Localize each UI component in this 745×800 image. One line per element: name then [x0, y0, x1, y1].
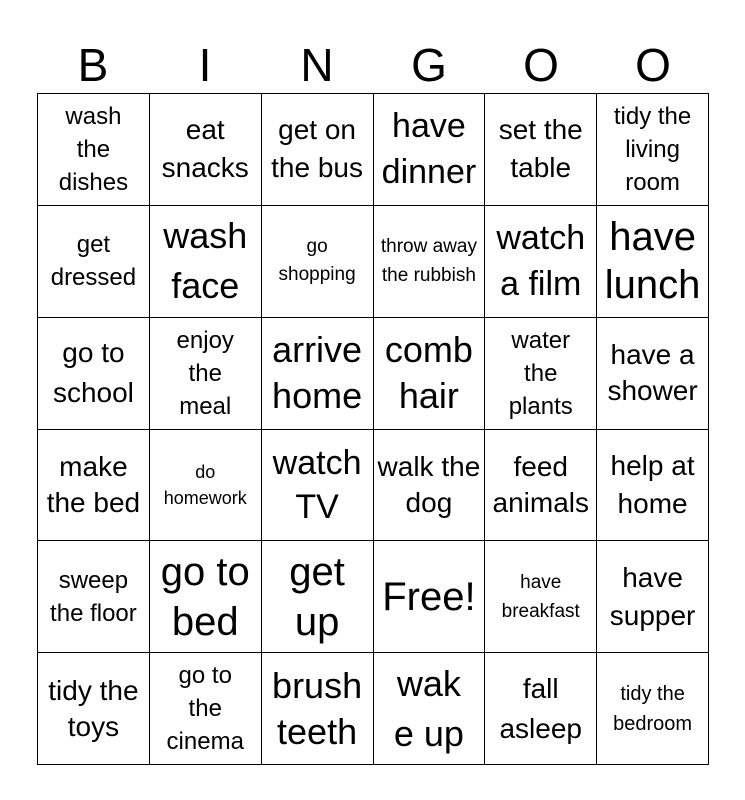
cell-text: do homework [163, 461, 247, 508]
cell-text: set the table [498, 114, 583, 184]
cell-text: make the bed [46, 450, 141, 518]
cell-text: sweep the floor [50, 566, 137, 627]
bingo-cell[interactable] [597, 318, 709, 430]
bingo-cell[interactable] [38, 318, 150, 430]
bingo-cell[interactable] [374, 653, 486, 765]
cell-text: help at home [610, 449, 695, 519]
cell-text: tidy the bedroom [613, 682, 693, 735]
header-letter-o: O [523, 39, 559, 91]
bingo-cell[interactable] [485, 206, 597, 318]
bingo-cell[interactable] [597, 541, 709, 653]
header-letter-i: I [198, 39, 212, 91]
cell-text: get dressed [50, 231, 137, 292]
cell-text: get on the bus [271, 114, 363, 184]
cell-text: tidy the toys [48, 674, 139, 742]
cell-text: go shopping [278, 236, 356, 286]
cell-text: arrive home [272, 329, 363, 417]
bingo-cell[interactable] [374, 206, 486, 318]
cell-text: wake up [393, 662, 464, 754]
bingo-cell[interactable] [374, 318, 486, 430]
cell-text: water the plants [508, 326, 573, 420]
cell-text: go to bed [160, 549, 250, 644]
free-space-text: Free! [382, 574, 476, 619]
bingo-cell[interactable] [597, 206, 709, 318]
header-letter-n: N [300, 39, 334, 91]
cell-text: go to the cinema [166, 662, 244, 756]
cell-text: get up [289, 549, 345, 644]
bingo-cell[interactable] [597, 430, 709, 542]
cell-text: eat snacks [161, 114, 249, 184]
header-letter-o-2: O [635, 39, 671, 91]
cell-text: wash the dishes [58, 102, 129, 196]
cell-text: go to school [52, 337, 134, 409]
bingo-card-grid [37, 93, 709, 765]
bingo-cell[interactable] [38, 653, 150, 765]
cell-text: watch TV [272, 443, 362, 526]
bingo-cell[interactable] [597, 653, 709, 765]
cell-text: feed animals [492, 450, 589, 518]
bingo-cell[interactable] [374, 94, 486, 206]
bingo-cell[interactable] [485, 541, 597, 653]
bingo-cell[interactable] [262, 94, 374, 206]
bingo-cell[interactable] [262, 653, 374, 765]
bingo-cell[interactable] [150, 541, 262, 653]
bingo-cell[interactable] [262, 541, 374, 653]
bingo-cell[interactable] [150, 653, 262, 765]
cell-text: have supper [609, 561, 696, 631]
cell-text: fall asleep [499, 672, 582, 744]
bingo-cell[interactable] [38, 94, 150, 206]
cell-text: enjoy the meal [176, 326, 234, 420]
cell-text: watch a film [496, 219, 586, 304]
cell-text: brush teeth [272, 664, 363, 752]
bingo-cell[interactable] [150, 206, 262, 318]
bingo-cell[interactable] [38, 430, 150, 542]
bingo-cell[interactable] [597, 94, 709, 206]
bingo-cell[interactable] [485, 318, 597, 430]
cell-text: have a shower [607, 339, 698, 407]
header-letter-b: B [77, 39, 109, 91]
cell-text: comb hair [384, 329, 473, 417]
bingo-cell[interactable] [374, 430, 486, 542]
bingo-cell[interactable] [38, 206, 150, 318]
cell-text: walk the dog [377, 450, 481, 518]
cell-text: tidy the living room [613, 102, 692, 196]
bingo-cell[interactable] [485, 653, 597, 765]
header-letter-g: G [411, 39, 447, 91]
bingo-cell[interactable] [262, 206, 374, 318]
bingo-cell[interactable] [38, 541, 150, 653]
bingo-cell[interactable] [150, 318, 262, 430]
cell-text: have lunch [604, 215, 701, 308]
bingo-cell[interactable] [150, 94, 262, 206]
cell-text: wash face [163, 215, 248, 307]
cell-text: have breakfast [501, 571, 580, 622]
bingo-cell[interactable] [485, 94, 597, 206]
bingo-cell[interactable] [262, 318, 374, 430]
bingo-cell[interactable] [150, 430, 262, 542]
cell-text: have dinner [381, 107, 477, 192]
cell-text: throw away the rubbish [380, 236, 477, 287]
bingo-header [37, 36, 709, 94]
bingo-cell[interactable] [485, 430, 597, 542]
bingo-cell[interactable] [262, 430, 374, 542]
free-space-cell[interactable] [374, 541, 486, 653]
